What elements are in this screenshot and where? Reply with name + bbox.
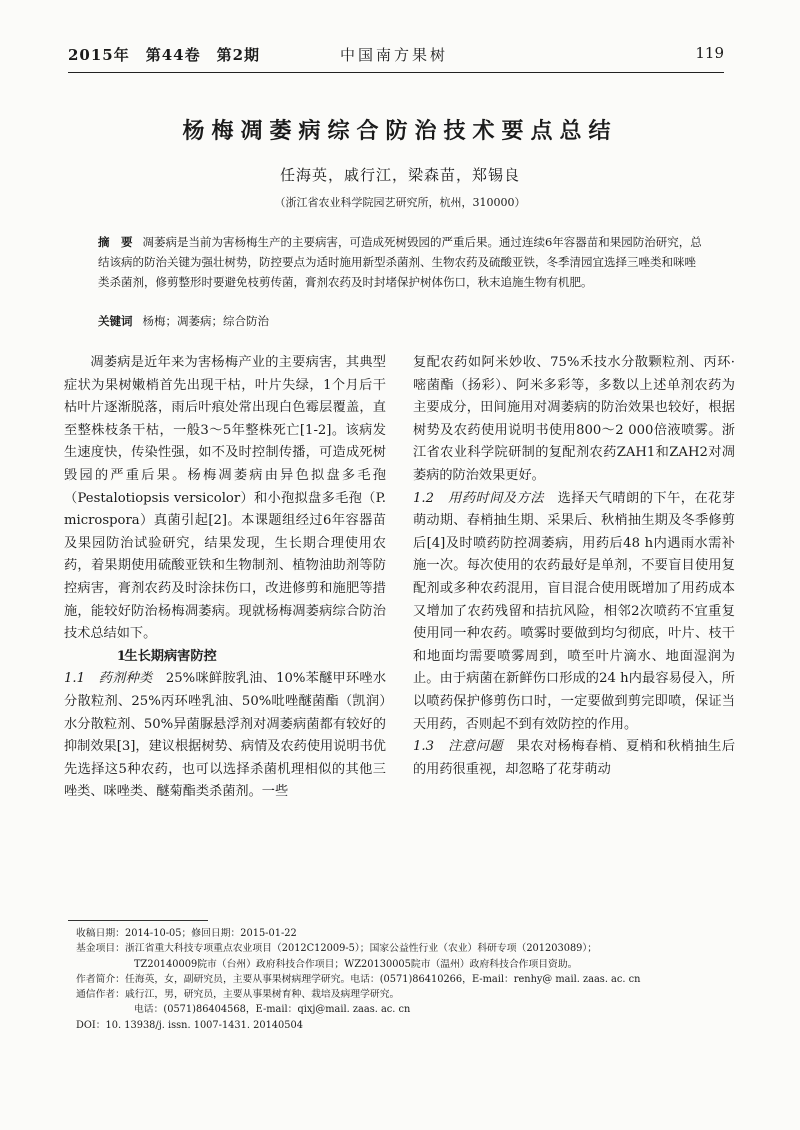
subsection-text: 选择天气晴朗的下午，在花芽萌动期、春梢抽生期、采果后、秋梢抽生期及冬季修剪后[4]及时喷药防控凋萎病，用药后48 h内遇雨水需补施一次。每次使用的农药最好是单剂，不要盲目使用复配剂或多种农药混用，盲目混合使用既增加了用药成本又增加了农药残留和拮抗风险，相邻2次喷药不宜重复使用同一种农药。喷雾时要做到均匀彻底，叶片、枝干和地面均需要喷雾周到，喷至叶片滴水、地面湿润为止。由于病菌在新鲜伤口形成的24 h内最容易侵入，所以喷药保护修剪伤口时，一定要做到剪完即喷，保证当天用药，否则起不到有效防控的作用。 xyxy=(413,490,736,732)
subsection-title: 注意问题 xyxy=(448,739,503,755)
affiliation: （浙江省农业科学院园艺研究所，杭州，310000） xyxy=(274,196,526,209)
intro-paragraph: 凋萎病是近年来为害杨梅产业的主要病害，其典型症状为果树嫩梢首先出现干枯，叶片失绿，1个月后干枯叶片逐渐脱落，雨后叶痕处常出现白色霉层覆盖，直至整株枝条干枯，一般3～5年整株死亡[1-2]。该病发生速度快，传染性强，如不及时控制传播，可造成死树毁园的严重后果。杨梅凋萎病由异色拟盘多毛孢（Pestalotiopsis versicolor）和小孢拟盘多毛孢（P. microspora）真菌引起[2]。本课题组经过6年容器苗及果园防治试验研究，结果发现，生长期合理使用农药，着果期使用硫酸亚铁和生物制剂、植物油助剂等防控病害，膏剂农药及时涂抹伤口，改进修剪和施肥等措施，能较好防治杨梅凋萎病。现就杨梅凋萎病综合防治技术总结如下。 xyxy=(64,355,386,642)
header-rule xyxy=(68,72,724,73)
author-bio: 作者简介：任海英，女，副研究员，主要从事果树病理学研究。电话：(0571)86410266，E-mail：renhy@ mail. zaas. ac. cn xyxy=(76,973,641,985)
continued-paragraph: 复配农药如阿米妙收、75%禾技水分散颗粒剂、丙环·嘧菌酯（扬彩）、阿米多彩等，多数以上述单剂农药为主要成分，田间施用对凋萎病的防治效果也较好，根据树势及农药使用说明书使用800～2 000倍液喷雾。浙江省农业科学院研制的复配剂农药ZAH1和ZAH2对凋萎病的防治效果更好。 xyxy=(413,355,735,483)
corresponding-author: 通信作者：戚行江，男，研究员，主要从事果树育种、栽培及病理学研究。 xyxy=(76,989,400,1001)
funding-line-1: 基金项目：浙江省重大科技专项重点农业项目（2012C12009-5）；国家公益性行业（农业）科研专项（201203089）； xyxy=(76,943,598,955)
abstract-text: 凋萎病是当前为害杨梅生产的主要病害，可造成死树毁园的严重后果。通过连续6年容器苗和果园防治研究，总结该病的防治关键为强壮树势，防控要点为适时施用新型杀菌剂、生物农药及硫酸亚铁，冬季清园宜选择三唑类和咪唑类杀菌剂，修剪整形时要避免枝剪传菌，膏剂农药及时封堵保护树体伤口，秋末追施生物有机肥。 xyxy=(98,235,702,289)
keywords xyxy=(98,313,702,329)
footnotes xyxy=(76,926,726,1033)
abstract-label: 摘 要 xyxy=(98,235,133,249)
abstract xyxy=(98,232,702,292)
funding-line-2: TZ20140009院市（台州）政府科技合作项目；WZ20130005院市（温州）政府科技合作项目资助。 xyxy=(134,958,578,970)
keywords-label: 关键词 xyxy=(98,314,133,328)
corresponding-contact: 电话：(0571)86404568，E-mail：qixj@mail. zaas. ac. cn xyxy=(134,1004,411,1016)
section-1-heading xyxy=(64,646,386,669)
section-number: 1 xyxy=(116,648,126,664)
subsection-number: 1.1 xyxy=(64,671,85,687)
article-title: 杨梅凋萎病综合防治技术要点总结 xyxy=(182,118,618,144)
running-header xyxy=(68,44,724,68)
subsection-1-2 xyxy=(413,488,735,737)
doi: DOI：10. 13938/j. issn. 1007-1431. 20140504 xyxy=(76,1019,303,1031)
page-number: 119 xyxy=(695,44,724,62)
footnote-rule xyxy=(68,920,208,921)
subsection-1-1 xyxy=(64,668,386,804)
section-title: 生长期病害防控 xyxy=(124,648,217,664)
author-list: 任海英，戚行江，梁森苗，郑锡良 xyxy=(279,166,520,184)
subsection-title: 用药时间及方法 xyxy=(448,490,544,506)
subsection-text: 果农对杨梅春梢、夏梢和秋梢抽生后的用药很重视，却忽略了花芽萌动 xyxy=(413,739,736,777)
issue-info: 2015年 第44卷 第2期 xyxy=(68,46,261,64)
journal-name: 中国南方果树 xyxy=(340,46,449,64)
keywords-text: 杨梅；凋萎病；综合防治 xyxy=(142,314,269,328)
subsection-text: 25%咪鲜胺乳油、10%苯醚甲环唑水分散粒剂、25%丙环唑乳油、50%吡唑醚菌酯（凯润）水分散粒剂、50%异菌脲悬浮剂对凋萎病菌都有较好的抑制效果[3]，建议根据树势、病情及农药使用说明书优先选择这5种农药，也可以选择杀菌机理相似的其他三唑类、咪唑类、醚菊酯类杀菌剂。一些 xyxy=(64,671,387,800)
received-date: 收稿日期：2014-10-05；修回日期：2015-01-22 xyxy=(76,928,297,939)
subsection-number: 1.2 xyxy=(413,490,434,506)
subsection-number: 1.3 xyxy=(413,739,434,755)
subsection-title: 药剂种类 xyxy=(98,671,153,687)
subsection-1-3 xyxy=(413,736,735,781)
body-column-right xyxy=(413,352,735,781)
body-column-left xyxy=(64,352,386,804)
